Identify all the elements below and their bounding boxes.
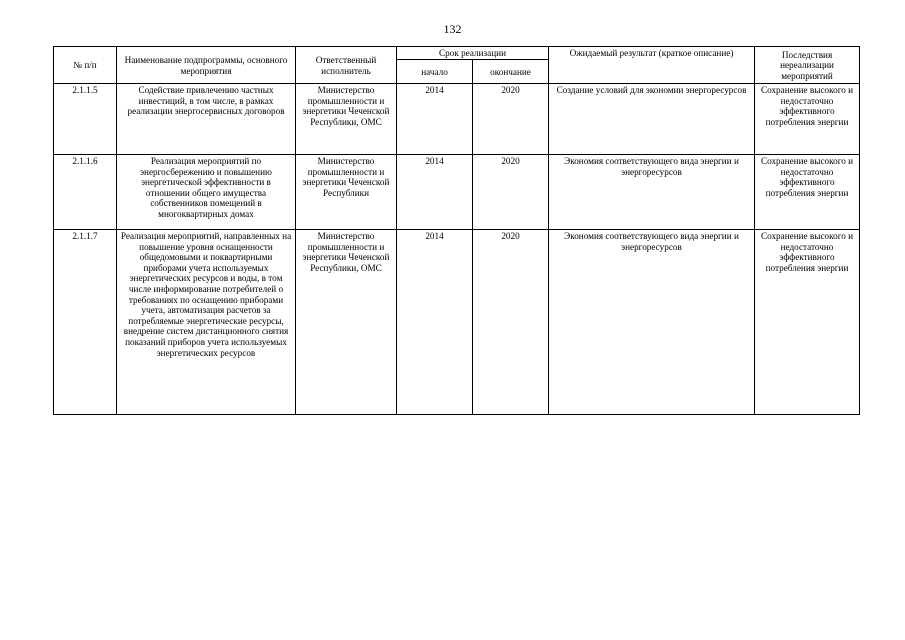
header-num: № п/п <box>54 47 117 84</box>
cell-consequences: Сохранение высокого и недостаточно эффективного потребления энергии <box>755 155 860 230</box>
measures-table <box>53 46 860 415</box>
page-number: 132 <box>443 22 462 36</box>
cell-consequences: Сохранение высокого и недостаточно эффективного потребления энергии <box>755 230 860 415</box>
cell-result: Создание условий для экономии энергоресурсов <box>549 84 755 155</box>
cell-result: Экономия соответствующего вида энергии и энергоресурсов <box>549 155 755 230</box>
cell-start: 2014 <box>397 84 473 155</box>
cell-name: Содействие привлечению частных инвестиций, в том числе, в рамках реализации энергосервисных договоров <box>117 84 296 155</box>
cell-end: 2020 <box>473 230 549 415</box>
cell-name: Реализация мероприятий, направленных на повышение уровня оснащенности общедомовыми и поквартирными приборами учета используемых энергетических ресурсов и воды, в том числе информирование потребителей о требованиях по оснащению приборами учета, автоматизация расчетов за потребляемые энергетические ресурсы, внедрение систем дистанционного снятия показаний приборов учета используемых энергетических ресурсов <box>117 230 296 415</box>
cell-num: 2.1.1.6 <box>54 155 117 230</box>
table-row <box>54 84 860 155</box>
cell-consequences: Сохранение высокого и недостаточно эффективного потребления энергии <box>755 84 860 155</box>
cell-executor: Министерство промышленности и энергетики Чеченской Республики <box>296 155 397 230</box>
cell-start: 2014 <box>397 230 473 415</box>
cell-end: 2020 <box>473 155 549 230</box>
header-consequences: Последствия нереализации мероприятий <box>755 47 860 84</box>
table-header <box>54 47 860 84</box>
cell-num: 2.1.1.7 <box>54 230 117 415</box>
header-executor: Ответственный исполнитель <box>296 47 397 84</box>
cell-start: 2014 <box>397 155 473 230</box>
cell-executor: Министерство промышленности и энергетики Чеченской Республики, ОМС <box>296 84 397 155</box>
header-result: Ожидаемый результат (краткое описание) <box>549 47 755 84</box>
cell-num: 2.1.1.5 <box>54 84 117 155</box>
cell-end: 2020 <box>473 84 549 155</box>
cell-name: Реализация мероприятий по энергосбережению и повышению энергетической эффективности в отношении общего имущества собственников помещений в многоквартирных домах <box>117 155 296 230</box>
header-period: Срок реализации <box>397 47 549 60</box>
table-row <box>54 155 860 230</box>
table-row <box>54 230 860 415</box>
header-end: окончание <box>473 60 549 84</box>
cell-executor: Министерство промышленности и энергетики Чеченской Республики, ОМС <box>296 230 397 415</box>
cell-result: Экономия соответствующего вида энергии и энергоресурсов <box>549 230 755 415</box>
header-name: Наименование подпрограммы, основного мероприятия <box>117 47 296 84</box>
header-start: начало <box>397 60 473 84</box>
